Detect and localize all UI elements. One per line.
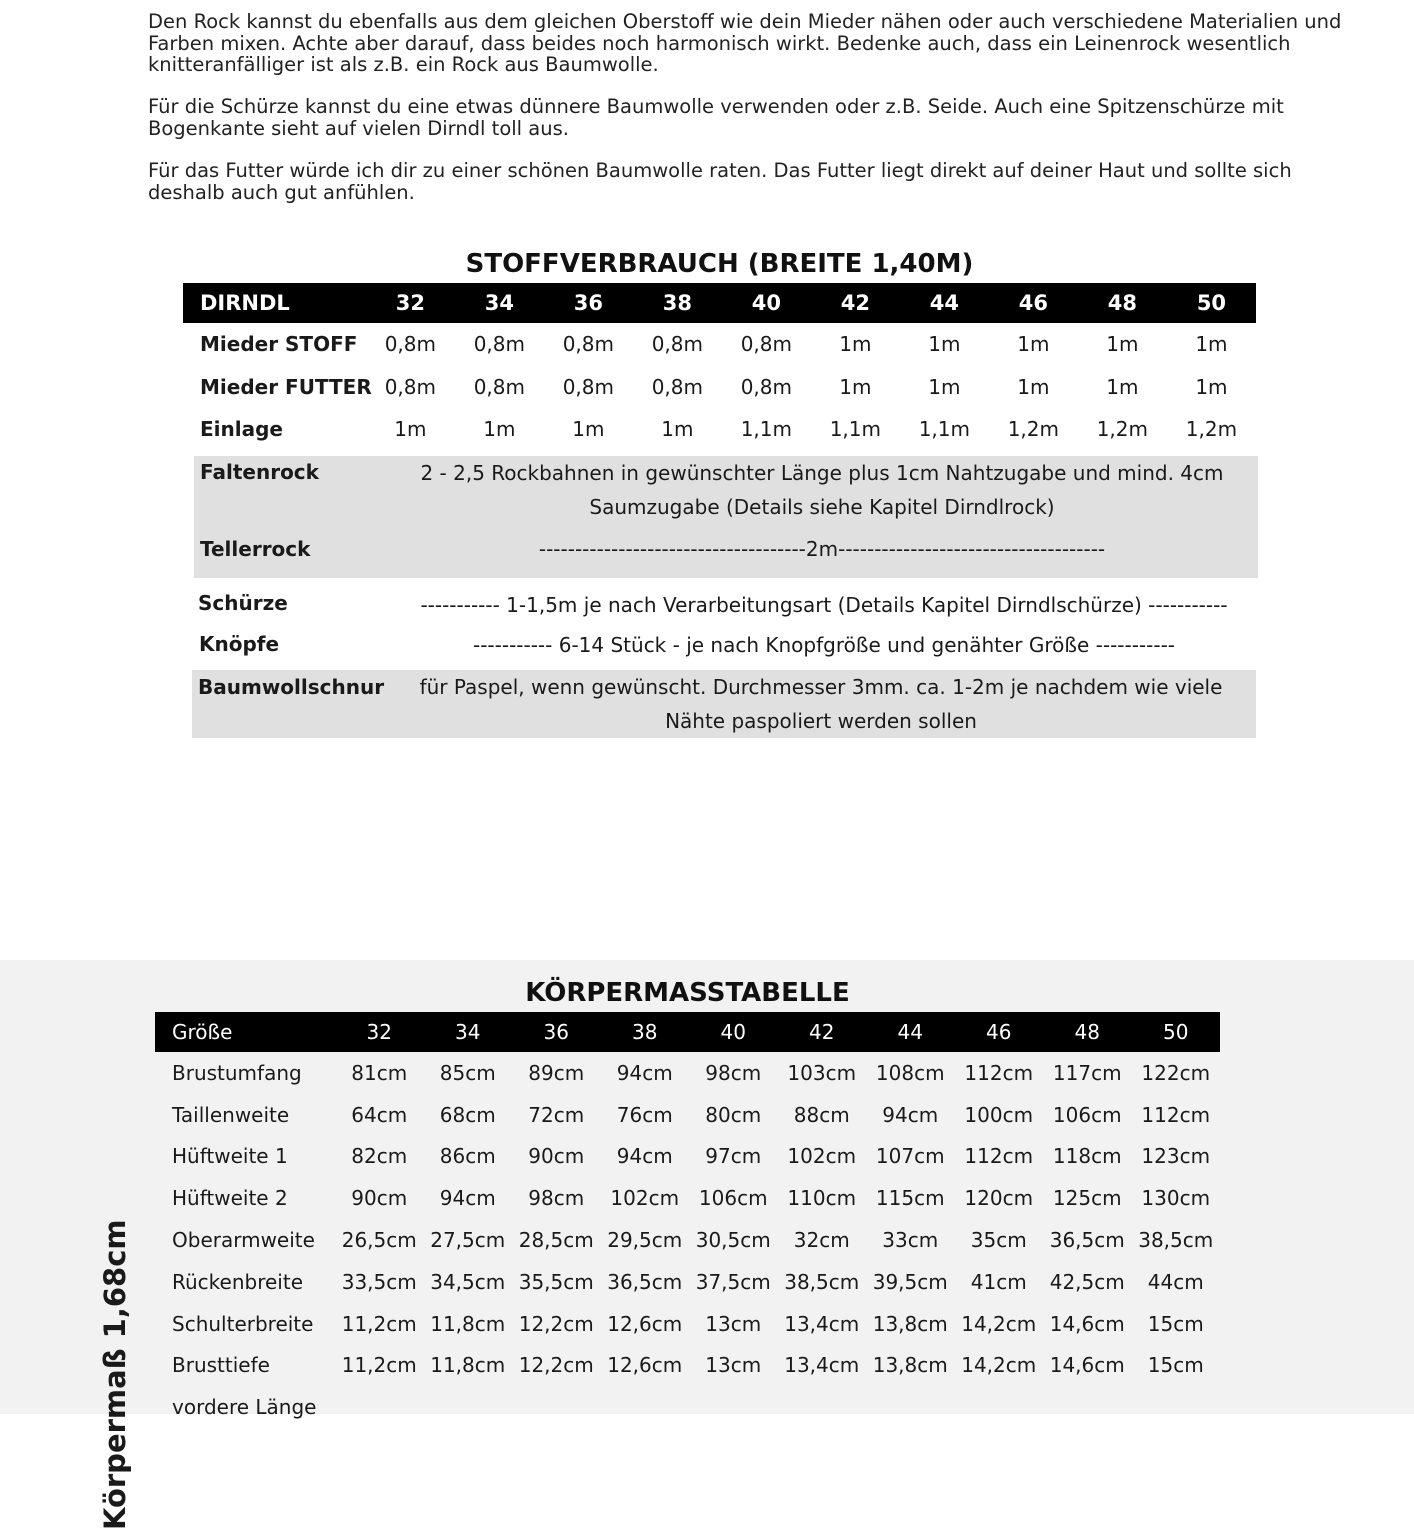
table-cell: 80cm xyxy=(705,1102,762,1127)
table-cell: 1m xyxy=(1017,374,1050,399)
skirt-block xyxy=(194,456,1258,578)
row-label: Brustumfang xyxy=(172,1060,302,1085)
table-cell: 35,5cm xyxy=(518,1269,594,1294)
table-cell: 34,5cm xyxy=(430,1269,506,1294)
table-cell: 1m xyxy=(394,417,427,442)
intro-paragraph-lining: Für das Futter würde ich dir zu einer schönen Baumwolle raten. Das Futter liegt direkt auf deiner Haut und sollte sich deshalb auch gut anfühlen. xyxy=(148,159,1292,204)
intro-paragraph-apron: Für die Schürze kannst du eine etwas dünnere Baumwolle verwenden oder z.B. Seide. Auch eine Spitzenschürze mit Bogenkante sieht auf vielen Dirndl toll aus. xyxy=(148,95,1284,140)
table-cell: 11,8cm xyxy=(430,1353,506,1378)
table-cell: 0,8m xyxy=(740,374,792,399)
table-cell: 112cm xyxy=(1141,1102,1211,1127)
table-cell: 1,2m xyxy=(1185,417,1238,442)
table-row xyxy=(155,1386,1220,1428)
table-cell: 0,8m xyxy=(562,374,614,399)
table-cell xyxy=(778,1386,867,1428)
table-cell: 13,4cm xyxy=(784,1311,860,1336)
table-cell: 1m xyxy=(1017,332,1050,357)
row-label: Hüftweite 1 xyxy=(172,1144,288,1169)
table-cell: 1m xyxy=(1106,332,1139,357)
table-cell: 28,5cm xyxy=(518,1228,594,1253)
table-cell: 1m xyxy=(1106,374,1139,399)
table-cell: 117cm xyxy=(1052,1060,1122,1085)
table-cell xyxy=(866,1386,955,1428)
fabric-header-row xyxy=(183,283,1256,323)
table-cell: 1,2m xyxy=(1007,417,1059,442)
table-cell: 1m xyxy=(1195,332,1228,357)
table-cell: 42,5cm xyxy=(1049,1269,1125,1294)
height-label: Körpermaß 1,68cm xyxy=(98,1219,132,1530)
table-row xyxy=(155,1345,1220,1387)
table-cell: 14,2cm xyxy=(961,1353,1037,1378)
tellerrock-text: -------------------------------------2m------------------------------------- xyxy=(538,537,1106,561)
table-cell: 76cm xyxy=(616,1102,673,1127)
size-header: 34 xyxy=(455,283,544,323)
table-cell: 90cm xyxy=(351,1186,408,1211)
table-cell: 38,5cm xyxy=(784,1269,860,1294)
table-cell: 1m xyxy=(1195,374,1228,399)
table-cell: 13,4cm xyxy=(784,1353,860,1378)
apron-row xyxy=(194,586,1258,626)
size-header: 32 xyxy=(335,1012,424,1052)
intro-paragraph-skirt: Den Rock kannst du ebenfalls aus dem gleichen Oberstoff wie dein Mieder nähen oder auch verschiedene Materialien und Farben mixen. Achte aber darauf, dass beides noch harmonisch wirkt. Bedenke auch, dass ein Leinenrock wesentlich knitteranfälliger ist als z.B. ein Rock aus Baumwolle. xyxy=(148,10,1342,76)
size-header: 50 xyxy=(1167,283,1256,323)
table-cell: 0,8m xyxy=(562,332,614,357)
table-cell: 106cm xyxy=(1052,1102,1122,1127)
table-cell: 0,8m xyxy=(384,332,436,357)
body-table-title: KÖRPERMASSTABELLE xyxy=(525,978,850,1008)
table-cell: 112cm xyxy=(964,1060,1034,1085)
row-label: Rückenbreite xyxy=(172,1269,304,1294)
row-label: Schulterbreite xyxy=(172,1311,314,1336)
table-cell: 11,2cm xyxy=(341,1311,417,1336)
body-measurement-table xyxy=(155,1012,1220,1428)
table-row xyxy=(155,1303,1220,1345)
table-cell: 29,5cm xyxy=(607,1228,683,1253)
table-cell: 1m xyxy=(928,332,961,357)
table-row xyxy=(155,1261,1220,1303)
size-header: 38 xyxy=(633,283,722,323)
table-cell: 44cm xyxy=(1147,1269,1204,1294)
table-cell: 88cm xyxy=(793,1102,850,1127)
row-label: Einlage xyxy=(200,417,283,442)
size-header: 44 xyxy=(900,283,989,323)
table-cell: 89cm xyxy=(528,1060,585,1085)
row-label: Mieder STOFF xyxy=(200,332,358,357)
size-header: 40 xyxy=(722,283,811,323)
table-cell: 64cm xyxy=(351,1102,408,1127)
table-cell xyxy=(601,1386,690,1428)
table-cell: 0,8m xyxy=(384,374,436,399)
size-header: 42 xyxy=(778,1012,867,1052)
table-row xyxy=(155,1219,1220,1261)
table-cell: 30,5cm xyxy=(695,1228,771,1253)
table-cell: 1,1m xyxy=(829,417,881,442)
table-cell xyxy=(689,1386,778,1428)
table-cell: 107cm xyxy=(875,1144,945,1169)
size-header: 32 xyxy=(366,283,455,323)
table-row xyxy=(155,1136,1220,1178)
table-cell: 26,5cm xyxy=(341,1228,417,1253)
schuerze-label: Schürze xyxy=(198,591,288,615)
size-header: 36 xyxy=(512,1012,601,1052)
table-cell xyxy=(955,1386,1044,1428)
size-header: 44 xyxy=(866,1012,955,1052)
size-header: 40 xyxy=(689,1012,778,1052)
table-cell: 103cm xyxy=(787,1060,857,1085)
table-cell: 85cm xyxy=(439,1060,496,1085)
size-header: 50 xyxy=(1132,1012,1221,1052)
table-cell: 94cm xyxy=(882,1102,939,1127)
table-cell: 102cm xyxy=(787,1144,857,1169)
tellerrock-label: Tellerrock xyxy=(200,537,311,561)
table-cell: 1m xyxy=(483,417,516,442)
table-cell: 13cm xyxy=(705,1311,762,1336)
row-label: Oberarmweite xyxy=(172,1228,315,1253)
buttons-row xyxy=(194,627,1258,667)
table-cell: 130cm xyxy=(1141,1186,1211,1211)
table-row xyxy=(155,1052,1220,1094)
table-cell: 110cm xyxy=(787,1186,857,1211)
size-header: 46 xyxy=(955,1012,1044,1052)
table-cell: 14,6cm xyxy=(1049,1311,1125,1336)
table-cell: 120cm xyxy=(964,1186,1034,1211)
table-cell: 38,5cm xyxy=(1138,1228,1214,1253)
table-cell: 15cm xyxy=(1147,1311,1204,1336)
table-cell: 1m xyxy=(839,332,872,357)
table-cell: 1m xyxy=(572,417,605,442)
table-cell: 12,6cm xyxy=(607,1353,683,1378)
table-cell: 94cm xyxy=(616,1060,673,1085)
table-cell: 106cm xyxy=(698,1186,768,1211)
body-header-row xyxy=(155,1012,1220,1052)
table-cell: 12,6cm xyxy=(607,1311,683,1336)
table-cell: 108cm xyxy=(875,1060,945,1085)
size-header: 48 xyxy=(1078,283,1167,323)
table-cell: 97cm xyxy=(705,1144,762,1169)
row-label: Brusttiefe xyxy=(172,1353,270,1378)
table-cell xyxy=(512,1386,601,1428)
table-cell: 41cm xyxy=(970,1269,1027,1294)
table-cell: 1,1m xyxy=(740,417,792,442)
table-cell: 12,2cm xyxy=(518,1353,594,1378)
table-cell xyxy=(1043,1386,1132,1428)
table-cell: 72cm xyxy=(528,1102,585,1127)
size-header: 36 xyxy=(544,283,633,323)
fabric-table-title: STOFFVERBRAUCH (BREITE 1,40M) xyxy=(465,249,974,279)
table-cell: 1m xyxy=(661,417,694,442)
schuerze-text: ----------- 1-1,5m je nach Verarbeitungsart (Details Kapitel Dirndlschürze) ----------- xyxy=(420,593,1228,617)
table-cell: 39,5cm xyxy=(872,1269,948,1294)
table-cell: 13,8cm xyxy=(872,1353,948,1378)
faltenrock-label: Faltenrock xyxy=(200,460,319,484)
table-cell xyxy=(335,1386,424,1428)
table-cell: 115cm xyxy=(875,1186,945,1211)
table-cell: 68cm xyxy=(439,1102,496,1127)
table-cell: 0,8m xyxy=(740,332,792,357)
table-cell: 11,8cm xyxy=(430,1311,506,1336)
table-cell: 98cm xyxy=(528,1186,585,1211)
table-cell: 11,2cm xyxy=(341,1353,417,1378)
table-cell: 122cm xyxy=(1141,1060,1211,1085)
table-row xyxy=(183,408,1256,451)
table-cell: 123cm xyxy=(1141,1144,1211,1169)
table-cell: 1m xyxy=(839,374,872,399)
table-cell: 37,5cm xyxy=(695,1269,771,1294)
table-cell: 0,8m xyxy=(473,374,525,399)
table-cell: 118cm xyxy=(1052,1144,1122,1169)
table-cell: 102cm xyxy=(610,1186,680,1211)
table-cell: 98cm xyxy=(705,1060,762,1085)
size-header: 46 xyxy=(989,283,1078,323)
table-cell: 13,8cm xyxy=(872,1311,948,1336)
table-cell: 33,5cm xyxy=(341,1269,417,1294)
table-cell: 100cm xyxy=(964,1102,1034,1127)
size-header: 42 xyxy=(811,283,900,323)
baumwollschnur-label: Baumwollschnur xyxy=(198,675,385,699)
table-cell: 36,5cm xyxy=(1049,1228,1125,1253)
table-cell: 14,2cm xyxy=(961,1311,1037,1336)
table-cell: 14,6cm xyxy=(1049,1353,1125,1378)
table-cell: 90cm xyxy=(528,1144,585,1169)
faltenrock-text: 2 - 2,5 Rockbahnen in gewünschter Länge plus 1cm Nahtzugabe und mind. 4cm Saumzugabe (Details siehe Kapitel Dirndlrock) xyxy=(420,461,1224,519)
row-label: Mieder FUTTER xyxy=(200,374,372,399)
table-cell: 0,8m xyxy=(651,332,703,357)
fabric-consumption-table xyxy=(183,283,1256,451)
size-header: 38 xyxy=(601,1012,690,1052)
table-cell: 1m xyxy=(928,374,961,399)
table-cell: 82cm xyxy=(351,1144,408,1169)
knoepfe-text: ----------- 6-14 Stück - je nach Knopfgröße und genähter Größe ----------- xyxy=(472,633,1176,657)
size-header: 48 xyxy=(1043,1012,1132,1052)
table-cell: 1,2m xyxy=(1096,417,1148,442)
table-row xyxy=(155,1094,1220,1136)
table-row xyxy=(155,1177,1220,1219)
size-header: 34 xyxy=(424,1012,513,1052)
table-cell: 94cm xyxy=(616,1144,673,1169)
table-cell: 15cm xyxy=(1147,1353,1204,1378)
table-cell: 12,2cm xyxy=(518,1311,594,1336)
table-cell xyxy=(424,1386,513,1428)
baumwollschnur-text: für Paspel, wenn gewünscht. Durchmesser 3mm. ca. 1-2m je nachdem wie viele Nähte paspoliert werden sollen xyxy=(419,675,1223,733)
body-header-label: Größe xyxy=(155,1012,335,1052)
table-cell: 1,1m xyxy=(918,417,970,442)
table-cell: 35cm xyxy=(970,1228,1027,1253)
fabric-header-label: DIRNDL xyxy=(183,283,366,323)
table-cell: 27,5cm xyxy=(430,1228,506,1253)
table-cell: 13cm xyxy=(705,1353,762,1378)
knoepfe-label: Knöpfe xyxy=(199,632,280,656)
table-cell: 81cm xyxy=(351,1060,408,1085)
table-cell: 125cm xyxy=(1052,1186,1122,1211)
table-cell: 32cm xyxy=(793,1228,850,1253)
table-row xyxy=(183,366,1256,409)
table-cell: 0,8m xyxy=(651,374,703,399)
table-cell: 0,8m xyxy=(473,332,525,357)
row-label: Hüftweite 2 xyxy=(172,1186,288,1211)
table-cell: 33cm xyxy=(882,1228,939,1253)
table-cell: 36,5cm xyxy=(607,1269,683,1294)
table-cell xyxy=(1132,1386,1221,1428)
row-label: vordere Länge xyxy=(172,1395,317,1420)
row-label: Taillenweite xyxy=(172,1102,290,1127)
cord-block xyxy=(192,670,1256,738)
table-cell: 112cm xyxy=(964,1144,1034,1169)
table-row xyxy=(183,323,1256,366)
table-cell: 94cm xyxy=(439,1186,496,1211)
table-cell: 86cm xyxy=(439,1144,496,1169)
